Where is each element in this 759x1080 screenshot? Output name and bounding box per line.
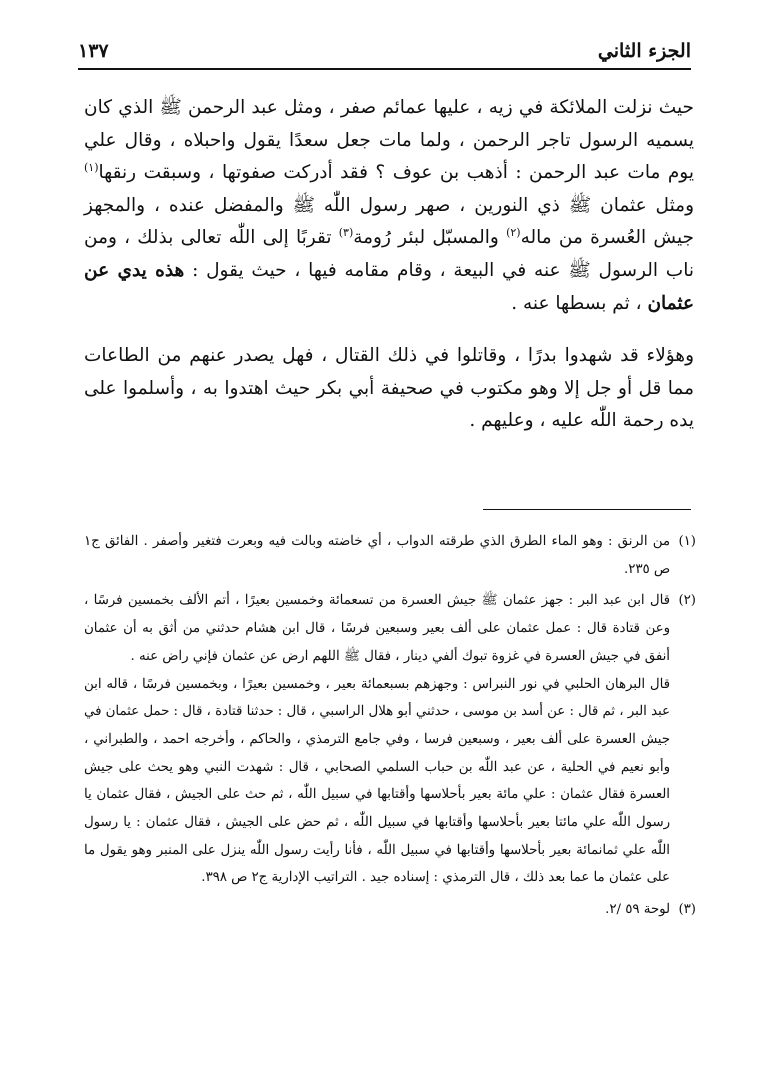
footnote-number: (٣) (678, 902, 696, 918)
paragraph-1-part-5: ، ثم بسطها عنه . (511, 292, 648, 314)
footnote-1 (84, 528, 696, 583)
header-rule (78, 68, 691, 70)
paragraph-1-part-2: ومثل عثمان ﷺ ذي النورين ، صهر رسول اللّٰه ﷺ والمفضل عنده ، والمجهز جيش العُسرة من ماله (84, 194, 694, 249)
footnote-number: (١) (678, 534, 696, 549)
footnote-text-continued: قال البرهان الحلبي في نور النبراس : وجهزهم بسبعمائة بعير ، وخمسين بعيرًا ، وبخمسين فرسًا ، قاله ابن عبد البر ، ثم قال : عن أسد بن موسى ، حدثني أبو هلال الراسبي ، قال : حدثنا قتادة ، قال : حمل عثمان في جيش العسرة على ألف بعير ، وسبعين فرسا ، وفي جامع الترمذي ، والحاكم ، وأخرجه احمد ، والطبراني ، وأبو نعيم في الحلية ، عن عبد اللّٰه بن حباب السلمي الصحابي ، قال : شهدت النبي وهو يحث على جيش العسرة فقال عثمان : علي مائة بعير بأحلاسها وأقتابها في سبيل اللّٰه ، ثم حث على الجيش ، فقال عثمان يا رسول اللّٰه علي مائتا بعير بأحلاسها وأقتابها في سبيل اللّٰه ، ثم حض على الجيش ، فقال عثمان : يا رسول اللّٰه علي ثمانمائة بعير بأحلاسها وأقتابها في سبيل اللّٰه ، فأنا رأيت رسول اللّٰه ينزل على المنبر وهو يقول ما على عثمان ما عما بعد ذلك ، قال الترمذي : إسناده جيد . التراتيب الإدارية ج٢ ص ٣٩٨. (84, 676, 670, 886)
footnote-3 (84, 896, 696, 924)
footnote-ref-3: (٣) (338, 226, 354, 240)
footnote-text: لوحة ٥٩ /٢. (605, 902, 670, 918)
footnotes (84, 528, 696, 928)
paragraph-1 (84, 92, 694, 320)
bold-quote: هذه يدي عن عثمان (84, 259, 694, 314)
paragraph-1-part-3: والمسبّل لبئر رُومة (353, 227, 507, 249)
footnote-ref-2: (٢) (506, 226, 521, 240)
footnote-2 (84, 587, 696, 892)
main-text (84, 92, 694, 458)
page-header (78, 22, 691, 62)
footnote-number: (٢) (678, 593, 696, 609)
footnote-text: من الرنق : وهو الماء الطرق الذي طرقته الدواب ، أي خاضته وبالت فيه وبعرت فتغير وأصفر . الفائق ج١ ص ٢٣٥. (84, 534, 670, 577)
page-number: ١٣٧ (78, 40, 109, 62)
paragraph-1-part-4: تقربًا إلى اللّٰه تعالى بذلك ، ومن ناب الرسول ﷺ عنه في البيعة ، وقام مقامه فيها ، حيث يقول : (84, 227, 694, 281)
footnote-separator (483, 509, 691, 510)
paragraph-2: وهؤلاء قد شهدوا بدرًا ، وقاتلوا في ذلك القتال ، فهل يصدر عنهم من الطاعات مما قل أو جل إلا وهو مكتوب في صحيفة أبي بكر حيث اهتدوا به ، وأسلموا على يده رحمة اللّٰه عليه ، وعليهم . (84, 345, 694, 432)
footnote-text: قال ابن عبد البر : جهز عثمان ﷺ جيش العسرة من تسعمائة وخمسين بعيرًا ، أتم الألف بخمسين فرسًا ، وعن قتادة قال : عمل عثمان على ألف بعير وسبعين فرسًا ، قال ابن هشام حدثني من أثق به أن عثمان أنفق في جيش العسرة في غزوة تبوك ألفي دينار ، فقال ﷺ اللهم ارض عن عثمان فإني راض عنه . (84, 593, 670, 664)
paragraph-1-part-1: حيث نزلت الملائكة في زيه ، عليها عمائم صفر ، ومثل عبد الرحمن ﷺ الذي كان يسميه الرسول تاجر الرحمن ، ولما مات جعل سعدًا يقول واحبلاه ، وقال علي يوم مات عبد الرحمن : أذهب بن عوف ؟ فقد أدركت صفوتها ، وسبقت رنقها (84, 97, 694, 184)
section-title: الجزء الثاني (597, 40, 691, 62)
footnote-ref-1: (١) (84, 161, 99, 175)
